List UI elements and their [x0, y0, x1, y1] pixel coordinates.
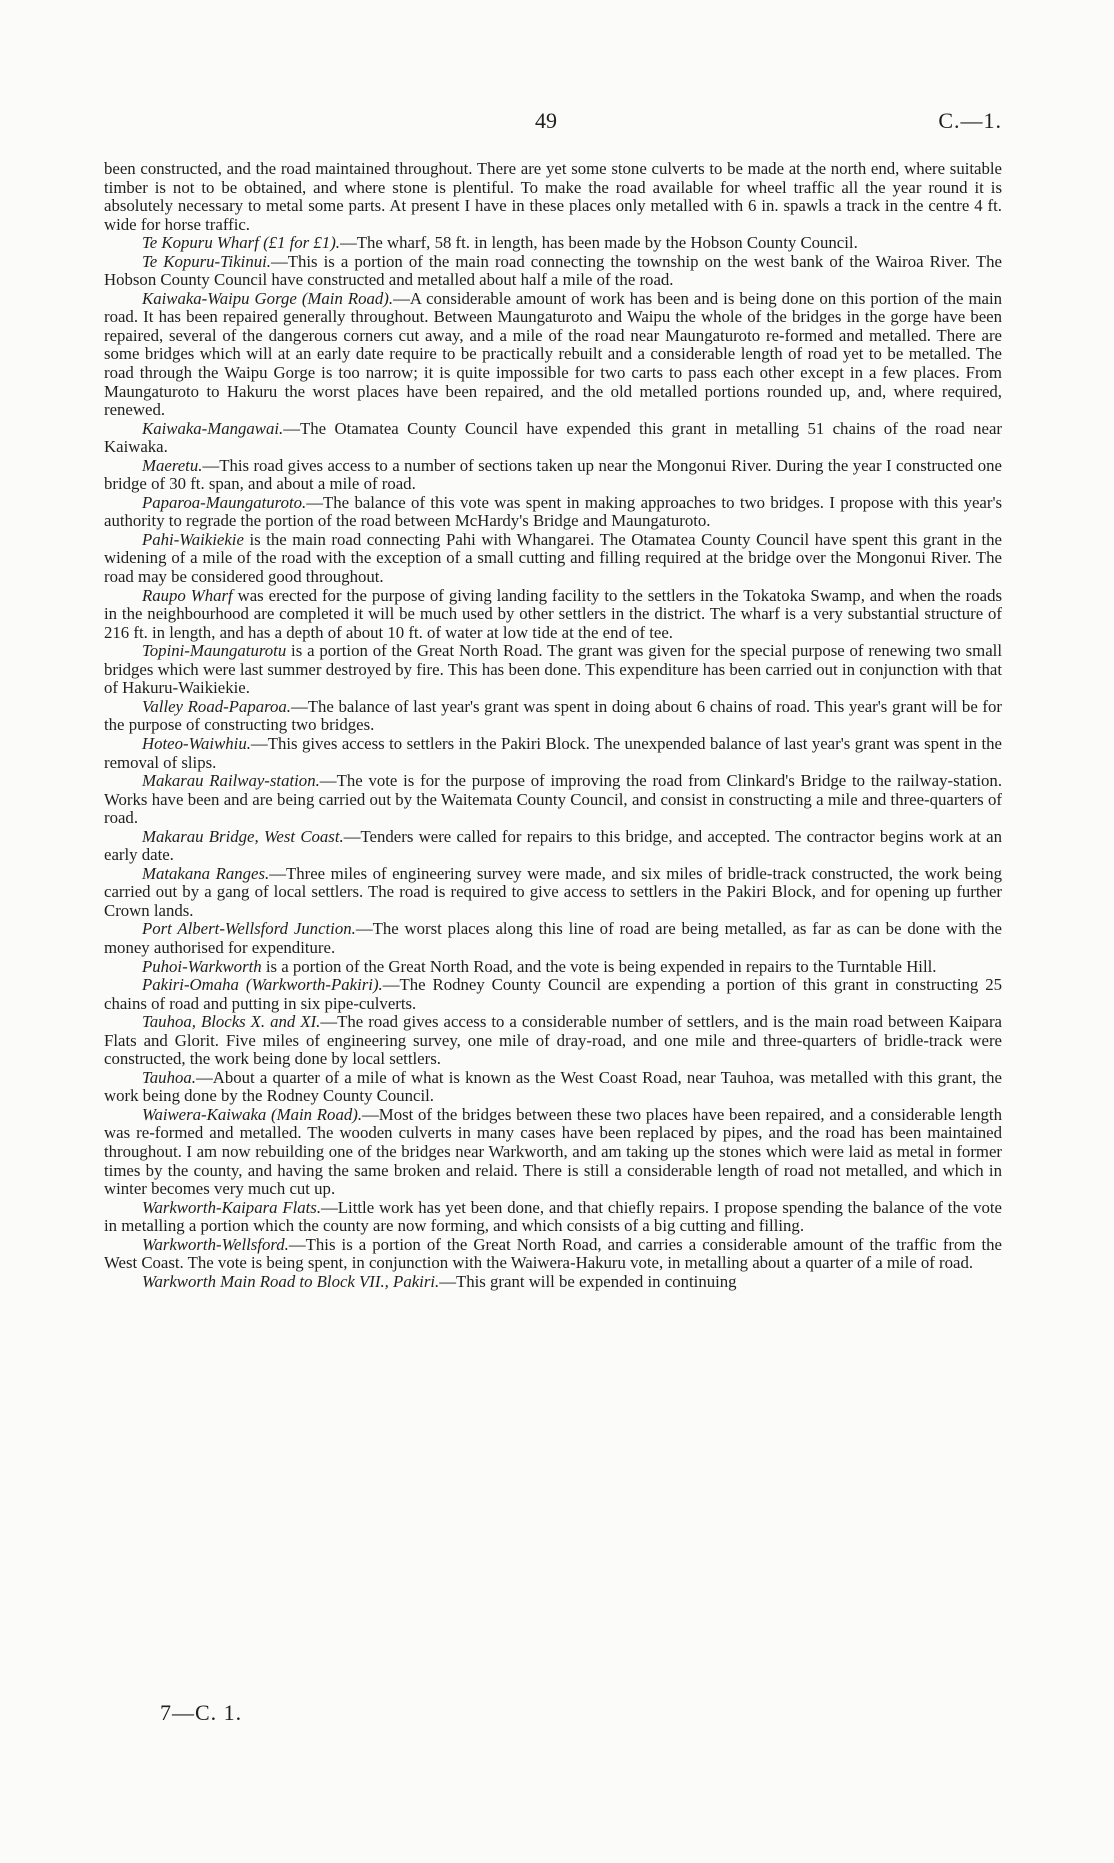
paragraph-text: been constructed, and the road maintained throughout. There are yet some stone culverts to be made at the north end, where suitable timber is not to be obtained, and where stone is plentiful. To make the road available for wheel traffic all the year round it is absolutely necessary to metal some parts. At present I have in these places only metalled with 6 in. spawls a track in the centre 4 ft. wide for horse traffic. — [104, 159, 1002, 234]
paragraph-heading: Makarau Railway-station. — [142, 771, 320, 791]
paragraph — [104, 531, 1002, 587]
paragraph — [104, 828, 1002, 865]
paragraph-heading: Tauhoa. — [142, 1067, 196, 1087]
paragraph-heading: Te Kopuru-Tikinui. — [142, 251, 271, 271]
paragraph — [104, 457, 1002, 494]
paragraph-heading: Te Kopuru Wharf (£1 for £1). — [142, 233, 340, 253]
paragraph-heading: Pakiri-Omaha (Warkworth-Pakiri). — [142, 975, 383, 995]
paragraph — [104, 958, 1002, 977]
paragraph — [104, 253, 1002, 290]
paragraph-text: —The Otamatea County Council have expended this grant in metalling 51 chains of the road near Kaiwaka. — [104, 418, 1002, 457]
paragraph-text: —This is a portion of the Great North Road, and carries a considerable amount of the traffic from the West Coast. The vote is being spent, in conjunction with the Waiwera-Hakuru vote, in metalling about a quarter of a mile of road. — [104, 1234, 1002, 1273]
paragraph — [104, 160, 1002, 234]
paragraph-heading: Port Albert-Wellsford Junction. — [142, 919, 356, 939]
paragraph-text: —About a quarter of a mile of what is known as the West Coast Road, near Tauhoa, was metalled with this grant, the work being done by the Rodney County Council. — [104, 1067, 1002, 1106]
paragraph-heading: Raupo Wharf — [142, 585, 233, 605]
paragraph-text: —The Rodney County Council are expending a portion of this grant in constructing 25 chains of road and putting in six pipe-culverts. — [104, 975, 1002, 1013]
paragraph — [104, 494, 1002, 531]
page-header — [0, 108, 1114, 138]
paragraph — [104, 1069, 1002, 1106]
paragraph — [104, 1106, 1002, 1199]
paragraph-heading: Warkworth Main Road to Block VII., Pakiri. — [142, 1271, 440, 1291]
paragraph — [104, 976, 1002, 1013]
paragraph-heading: Valley Road-Paparoa. — [142, 696, 291, 716]
paragraph — [104, 290, 1002, 420]
paragraph-heading: Makarau Bridge, West Coast. — [142, 826, 344, 846]
paragraph-text: —This road gives access to a number of sections taken up near the Mongonui River. During the year I constructed one bridge of 30 ft. span, and about a mile of road. — [104, 455, 1002, 494]
paragraph-heading: Hoteo-Waiwhiu. — [142, 733, 251, 753]
paragraph-text: was erected for the purpose of giving landing facility to the settlers in the Tokatoka Swamp, and when the roads in the neighbourhood are completed it will be much used by other settlers in the district. The wharf is a very substantial structure of 216 ft. in length, and has a depth of about 10 ft. of water at low tide at the end of tee. — [104, 585, 1002, 642]
paragraph-text: —Little work has yet been done, and that chiefly repairs. I propose spending the balance of the vote in metalling a portion which the county are now forming, and which consists of a big cutting and filling. — [104, 1197, 1002, 1236]
paragraph-text: —This gives access to settlers in the Pakiri Block. The unexpended balance of last year's grant was spent in the removal of slips. — [104, 733, 1002, 772]
paragraph-text: —The worst places along this line of road are being metalled, as far as can be done with the money authorised for expenditure. — [104, 919, 1002, 957]
paragraph-heading: Maeretu. — [142, 455, 203, 475]
sheet-signature: 7—C. 1. — [160, 1700, 243, 1725]
paragraph-text: —Tenders were called for repairs to this bridge, and accepted. The contractor begins work at an early date. — [104, 826, 1002, 865]
paragraph — [104, 1273, 1002, 1292]
paragraph — [104, 642, 1002, 698]
paragraph-text: —The vote is for the purpose of improving the road from Clinkard's Bridge to the railway-station. Works have been and are being carried out by the Waitemata County Council, and consist in constructing a mile and three-quarters of road. — [104, 771, 1003, 828]
paragraph-heading: Topini-Maungaturotu — [142, 641, 287, 661]
paragraph — [104, 1236, 1002, 1273]
paragraph — [104, 698, 1002, 735]
paragraph-text: is the main road connecting Pahi with Whangarei. The Otamatea County Council have spent this grant in the widening of a mile of the road with the exception of a small cutting and filling required at the bridge over the Mongonui River. The road may be considered good throughout. — [104, 529, 1002, 587]
paragraph-heading: Puhoi-Warkworth — [142, 956, 262, 976]
paragraph-text: —The road gives access to a considerable number of settlers, and is the main road between Kaipara Flats and Glorit. Five miles of engineering survey, one mile of dray-road, and one mile and three-quarters of bridle-track were constructed, the work being done by local settlers. — [104, 1012, 1003, 1069]
paragraph-text: —The balance of last year's grant was spent in doing about 6 chains of road. This year's grant will be for the purpose of constructing two bridges. — [104, 696, 1003, 735]
paragraph — [104, 1013, 1002, 1069]
paragraph-text: —The balance of this vote was spent in making approaches to two bridges. I propose with this year's authority to regrade the portion of the road between McHardy's Bridge and Maungaturoto. — [104, 492, 1002, 531]
paragraph-heading: Waiwera-Kaiwaka (Main Road). — [142, 1104, 363, 1124]
paragraph — [104, 865, 1002, 921]
paragraph-heading: Pahi-Waikiekie — [142, 529, 244, 549]
paragraph-heading: Warkworth-Wellsford. — [142, 1234, 289, 1254]
paragraph-text: —The wharf, 58 ft. in length, has been made by the Hobson County Council. — [339, 233, 858, 253]
paragraph-text: —Three miles of engineering survey were made, and six miles of bridle-track constructed, the work being carried out by a gang of local settlers. The road is required to give access to settlers in the Pakiri Block, and for opening up further Crown lands. — [104, 863, 1003, 920]
paragraph-heading: Matakana Ranges. — [142, 863, 270, 883]
paragraph-heading: Kaiwaka-Waipu Gorge (Main Road). — [142, 288, 394, 308]
page-number: 49 — [535, 108, 557, 133]
paragraph — [104, 234, 1002, 253]
paragraph-heading: Tauhoa, Blocks X. and XI. — [142, 1012, 321, 1032]
paragraph — [104, 587, 1002, 643]
paragraph — [104, 420, 1002, 457]
paragraph-text: is a portion of the Great North Road. The grant was given for the special purpose of renewing two small bridges which were last summer destroyed by fire. This has been done. This expenditure has been carried out in conjunction with that of Hakuru-Waikiekie. — [104, 641, 1002, 698]
paragraph — [104, 1199, 1002, 1236]
paragraph — [104, 772, 1002, 828]
document-body — [104, 160, 1002, 1291]
paragraph-text: —A considerable amount of work has been and is being done on this portion of the main road. It has been repaired generally throughout. Between Maungaturoto and Waipu the whole of the bridges in the gorge have been repaired, several of the dangerous corners cut away, and a mile of the road near Maungaturoto re-formed and metalled. There are some bridges which will at an early date require to be practically rebuilt and a considerable length of road yet to be metalled. The road through the Waipu Gorge is too narrow; it is quite impossible for two carts to pass each other except in a few places. From Maungaturoto to Hakuru the worst places have been repaired, and the old metalled portions rounded up, and, where required, renewed. — [104, 288, 1002, 420]
paragraph-text: is a portion of the Great North Road, and the vote is being expended in repairs to the Turntable Hill. — [261, 956, 937, 976]
paragraph-heading: Paparoa-Maungaturoto. — [142, 492, 307, 512]
paragraph-heading: Kaiwaka-Mangawai. — [142, 418, 284, 438]
paragraph-text: —Most of the bridges between these two places have been repaired, and a considerable length was re-formed and metalled. The wooden culverts in many cases have been replaced by pipes, and the road has been maintained throughout. I am now rebuilding one of the bridges near Warkworth, and am taking up the stones which were laid as metal in former times by the county, and having the same broken and relaid. There is still a considerable length of road not metalled, and which in winter becomes very much cut up. — [104, 1104, 1002, 1199]
paragraph — [104, 735, 1002, 772]
paragraph-heading: Warkworth-Kaipara Flats. — [142, 1197, 322, 1217]
paragraph — [104, 920, 1002, 957]
paragraph-text: —This grant will be expended in continuing — [439, 1271, 737, 1291]
paragraph-text: —This is a portion of the main road connecting the township on the west bank of the Wairoa River. The Hobson County Council have constructed and metalled about half a mile of the road. — [104, 251, 1002, 290]
document-reference: C.—1. — [938, 108, 1002, 133]
